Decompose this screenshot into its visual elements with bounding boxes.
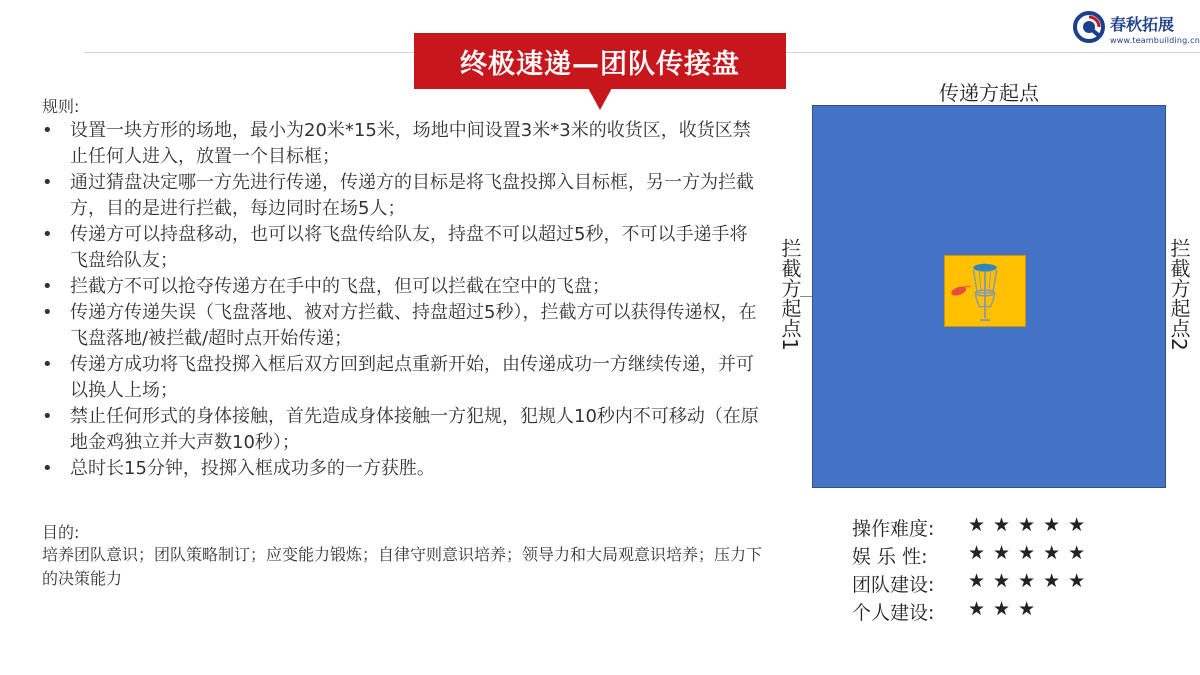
passer-start-label: 传递方起点: [939, 81, 1039, 105]
bullet-icon: •: [42, 302, 53, 323]
rule-text: 传递方成功将飞盘投掷入框后双方回到起点重新开始，由传递成功一方继续传递，并可以换人上场；: [70, 354, 754, 401]
target-zone: [944, 255, 1026, 327]
rating-label: 团队建设:: [852, 574, 935, 596]
rule-text: 总时长15分钟，投掷入框成功多的一方获胜。: [70, 458, 435, 479]
rule-item: [40, 222, 765, 274]
rule-text: 禁止任何形式的身体接触，首先造成身体接触一方犯规，犯规人10秒内不可移动（在原地金鸡独立并大声数10秒）；: [70, 406, 759, 453]
bullet-icon: •: [42, 172, 53, 193]
rules-list: [40, 118, 765, 482]
bullet-icon: •: [42, 276, 53, 297]
rating-label: 娱 乐 性:: [852, 546, 928, 568]
star-rating-icon: ★★★: [968, 598, 1044, 620]
brand-logo: [1072, 8, 1200, 56]
rules-heading: 规则:: [42, 97, 80, 116]
rule-text: 传递方传递失误（飞盘落地、被对方拦截、持盘超过5秒），拦截方可以获得传递权，在飞盘落地/被拦截/超时点开始传递；: [70, 302, 757, 349]
slide-title-banner: [414, 33, 786, 89]
disc-golf-basket-icon: [945, 256, 1025, 326]
ratings-panel: [852, 514, 1172, 626]
rating-row: [852, 514, 1172, 542]
bullet-icon: •: [42, 458, 53, 479]
bullet-icon: •: [42, 120, 53, 141]
brand-url: www.teambuilding.cn: [1110, 36, 1200, 45]
rule-text: 传递方可以持盘移动，也可以将飞盘传给队友，持盘不可以超过5秒，不可以手递手将飞盘给队友；: [70, 224, 748, 271]
rule-text: 拦截方不可以抢夺传递方在手中的飞盘，但可以拦截在空中的飞盘；: [70, 276, 610, 297]
rule-item: [40, 300, 765, 352]
interceptor-start-1-label: 拦截方起点1: [778, 238, 802, 351]
rule-item: [40, 170, 765, 222]
rating-row: [852, 570, 1172, 598]
star-rating-icon: ★★★★★: [968, 542, 1094, 564]
bullet-icon: •: [42, 224, 53, 245]
slide-title: 终极速递—团队传接盘: [460, 48, 740, 80]
rating-label: 个人建设:: [852, 602, 935, 624]
rule-text: 通过猜盘决定哪一方先进行传递，传递方的目标是将飞盘投掷入目标框，另一方为拦截方，目的是进行拦截，每边同时在场5人；: [70, 172, 754, 219]
bullet-icon: •: [42, 354, 53, 375]
rating-row: [852, 598, 1172, 626]
rule-item: [40, 352, 765, 404]
rule-text: 设置一块方形的场地，最小为20米*15米，场地中间设置3米*3米的收货区，收货区禁止任何人进入，放置一个目标框；: [70, 120, 751, 167]
star-rating-icon: ★★★★★: [968, 514, 1094, 536]
interceptor-start-2-label: 拦截方起点2: [1167, 238, 1191, 351]
purpose-heading: 目的:: [42, 523, 80, 542]
title-pointer: [588, 88, 612, 110]
rule-item: [40, 456, 765, 482]
bullet-icon: •: [42, 406, 53, 427]
rating-label: 操作难度:: [852, 518, 935, 540]
purpose-text: 培养团队意识；团队策略制订；应变能力锻炼；自律守则意识培养；领导力和大局观意识培养；压力下的决策能力: [42, 545, 763, 588]
brand-name: 春秋拓展: [1110, 15, 1175, 34]
rule-item: [40, 404, 765, 456]
star-rating-icon: ★★★★★: [968, 570, 1094, 592]
logo-mark-icon: [1072, 10, 1106, 44]
rating-row: [852, 542, 1172, 570]
rule-item: [40, 118, 765, 170]
rule-item: [40, 274, 765, 300]
